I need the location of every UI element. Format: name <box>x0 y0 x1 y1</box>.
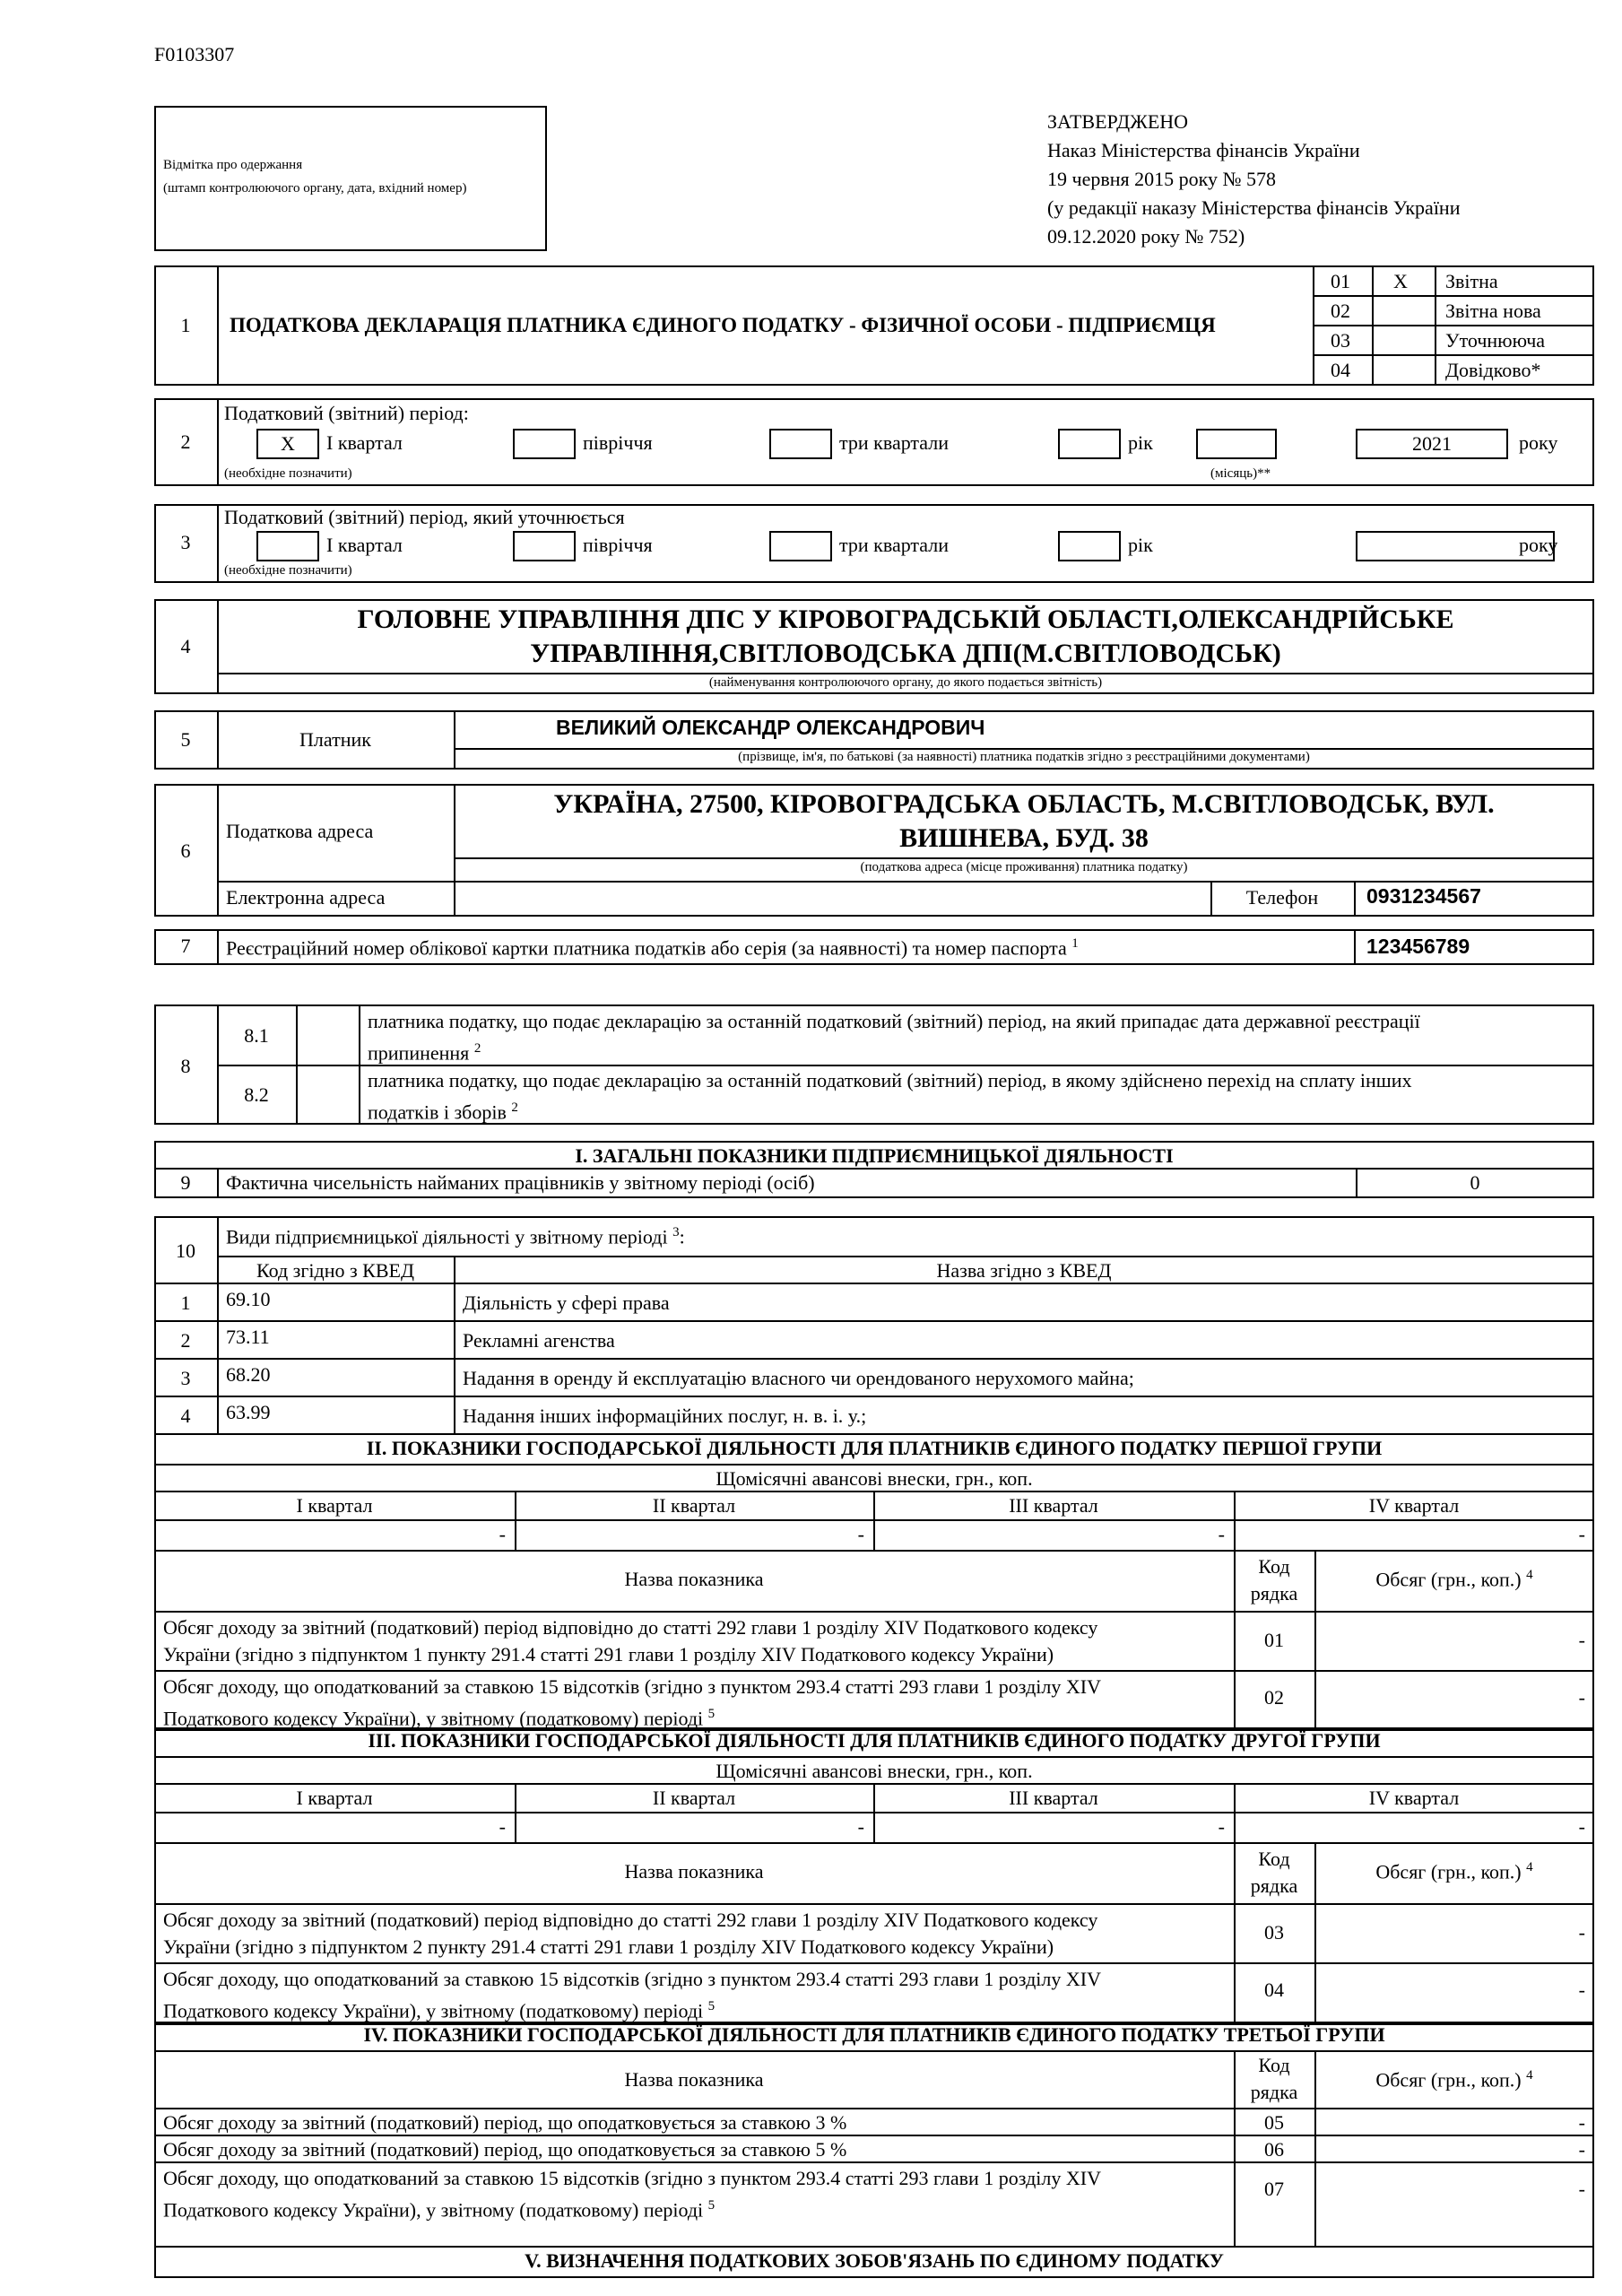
employees-label: Фактична чисельність найманих працівників у звітному періоді (осіб) <box>226 1171 815 1194</box>
kved-code[interactable]: 73.11 <box>226 1326 270 1348</box>
row-number: 1 <box>180 1292 191 1314</box>
section-10 <box>154 1216 1594 1435</box>
section-number: 5 <box>180 728 191 751</box>
advance-caption: Щомісячні авансові внески, грн., коп. <box>716 1760 1033 1782</box>
period-note: (необхідне позначити) <box>224 563 352 578</box>
row-8-2-text <box>368 1067 1412 1126</box>
tax-authority-line: УПРАВЛІННЯ,СВІТЛОВОДСЬКА ДПІ(М.СВІТЛОВОДСЬК) <box>530 639 1281 668</box>
year-label: рік <box>1128 431 1153 454</box>
section-number: 6 <box>180 839 191 862</box>
indicator-text-line: Податкового кодексу України), у звітному (податковому) періоді <box>163 1707 704 1730</box>
type-code: 01 <box>1331 270 1350 292</box>
year-word: року <box>1519 431 1558 454</box>
email-label: Електронна адреса <box>226 886 386 909</box>
section-title: І. ЗАГАЛЬНІ ПОКАЗНИКИ ПІДПРИЄМНИЦЬКОЇ ДІЯЛЬНОСТІ <box>575 1144 1174 1167</box>
volume-header-text: Обсяг (грн., коп.) <box>1375 1568 1522 1591</box>
footnote-ref: 2 <box>473 1041 481 1056</box>
row-code: 8.1 <box>244 1024 269 1047</box>
footnote-ref: 4 <box>1526 1568 1533 1582</box>
tax-address-value[interactable] <box>454 787 1594 856</box>
indicator-text-line: Обсяг доходу за звітний (податковий) період відповідно до статті 292 глави 1 розділу XIV Податкового кодексу <box>163 1616 1098 1639</box>
tax-address-caption: (податкова адреса (місце проживання) платника податку) <box>860 860 1188 874</box>
row-text-line: припинення <box>368 1041 470 1065</box>
corrected-period-title: Податковий (звітний) період, який уточнюється <box>224 506 625 528</box>
section-number: 7 <box>180 935 191 957</box>
indicator-text-line: Обсяг доходу, що оподаткований за ставкою 15 відсотків (згідно з пунктом 293.4 статті 293 глави 1 розділу XIV <box>163 1968 1101 1990</box>
row-code: 03 <box>1264 1921 1284 1944</box>
type-code: 04 <box>1331 359 1350 381</box>
approval-line: (у редакції наказу Міністерства фінансів України <box>1047 196 1461 219</box>
q1-checkbox[interactable] <box>256 531 319 561</box>
volume-header <box>1314 1860 1594 1883</box>
advance-caption: Щомісячні авансові внески, грн., коп. <box>716 1467 1033 1490</box>
row-8-2-checkbox[interactable] <box>298 1067 357 1121</box>
volume-header <box>1314 2068 1594 2092</box>
registration-number[interactable]: 123456789 <box>1366 935 1470 958</box>
section-number: 8 <box>180 1055 191 1077</box>
approval-line: 19 червня 2015 року № 578 <box>1047 168 1276 190</box>
indicator-name-header: Назва показника <box>624 1860 764 1883</box>
tax-address-label: Податкова адреса <box>226 820 374 842</box>
indicator-row-01 <box>163 1614 1097 1668</box>
stamp-label: Відмітка про одержання <box>163 158 303 172</box>
quarter-value[interactable]: - <box>857 1815 864 1838</box>
year-checkbox[interactable] <box>1058 531 1121 561</box>
registration-label <box>226 936 1079 960</box>
q1-label: І квартал <box>326 431 403 454</box>
email-field[interactable] <box>454 883 1210 915</box>
kved-name[interactable]: Надання в оренду й експлуатацію власного чи орендованого нерухомого майна; <box>463 1367 1134 1389</box>
footnote-ref: 2 <box>511 1100 518 1115</box>
kved-code[interactable]: 69.10 <box>226 1288 271 1310</box>
month-field[interactable] <box>1196 429 1277 459</box>
declaration-type-row[interactable] <box>1313 356 1594 386</box>
row-code: 05 <box>1264 2111 1284 2134</box>
phone-value[interactable]: 0931234567 <box>1366 884 1481 908</box>
row-number: 4 <box>180 1405 191 1427</box>
row-code: 8.2 <box>244 1083 269 1106</box>
declaration-type-row[interactable] <box>1313 267 1594 297</box>
quarter-value[interactable]: - <box>1578 1815 1585 1838</box>
row-number: 9 <box>180 1171 191 1194</box>
quarter-value[interactable]: - <box>1218 1815 1225 1838</box>
indicator-row-07 <box>163 2165 1101 2223</box>
q1-checkbox[interactable]: X <box>256 429 319 459</box>
type-code: 03 <box>1331 329 1350 352</box>
section-title: ІІІ. ПОКАЗНИКИ ГОСПОДАРСЬКОЇ ДІЯЛЬНОСТІ ДЛЯ ПЛАТНИКІВ ЄДИНОГО ПОДАТКУ ДРУГОЇ ГРУПИ <box>368 1729 1381 1752</box>
row-text-line: податків і зборів <box>368 1100 507 1124</box>
row-8-1-text <box>368 1008 1420 1066</box>
quarter-header: І квартал <box>296 1787 373 1809</box>
form-code: F0103307 <box>154 43 235 65</box>
volume-header-text: Обсяг (грн., коп.) <box>1375 1860 1522 1883</box>
colon: : <box>679 1225 685 1248</box>
kved-name[interactable]: Надання інших інформаційних послуг, н. в. і. у.; <box>463 1405 867 1427</box>
footnote-ref: 5 <box>707 2198 716 2213</box>
payer-label: Платник <box>299 728 371 751</box>
tax-address-line: ВИШНЕВА, БУД. 38 <box>899 823 1149 853</box>
footnote-ref: 5 <box>707 1999 716 2013</box>
tax-authority-line: ГОЛОВНЕ УПРАВЛІННЯ ДПС У КІРОВОГРАДСЬКІЙ ОБЛАСТІ,ОЛЕКСАНДРІЙСЬКЕ <box>357 604 1454 634</box>
three-quarters-label: три квартали <box>839 534 950 556</box>
indicator-row-03 <box>163 1907 1097 1961</box>
indicator-text-line: Податкового кодексу України), у звітному (податковому) періоді <box>163 1999 704 2022</box>
phone-label: Телефон <box>1245 886 1319 909</box>
section-number: 4 <box>180 635 191 657</box>
row-code: 07 <box>1264 2178 1284 2200</box>
three-quarters-checkbox[interactable] <box>769 531 832 561</box>
type-label: Уточнююча <box>1445 329 1546 352</box>
quarter-header: IV квартал <box>1368 1494 1460 1517</box>
year-value-field[interactable]: 2021 <box>1356 429 1508 459</box>
quarter-header: ІІІ квартал <box>1009 1494 1098 1517</box>
indicator-value[interactable]: - <box>1578 1686 1585 1709</box>
indicator-name-header: Назва показника <box>624 2068 764 2091</box>
quarter-value[interactable]: - <box>1578 1523 1585 1545</box>
quarter-header: IV квартал <box>1368 1787 1460 1809</box>
indicator-text-line: України (згідно з підпунктом 2 пункту 291.4 статті 291 глави 1 розділу XIV Податкового кодексу України) <box>163 1935 1054 1958</box>
row-code: 02 <box>1264 1686 1284 1709</box>
period-note: (необхідне позначити) <box>224 466 352 481</box>
approval-block <box>1047 108 1460 251</box>
section-number: 3 <box>180 531 191 553</box>
row-code-header-line: рядка <box>1250 2081 1298 2103</box>
payer-name[interactable]: ВЕЛИКИЙ ОЛЕКСАНДР ОЛЕКСАНДРОВИЧ <box>556 716 985 739</box>
indicator-row-04 <box>163 1966 1101 2024</box>
activities-title-text: Види підприємницької діяльності у звітному періоді <box>226 1225 668 1248</box>
row-code-header-line: Код <box>1258 2054 1290 2076</box>
indicator-text-line: України (згідно з підпунктом 1 пункту 291.4 статті 291 глави 1 розділу XIV Податкового кодексу України) <box>163 1643 1054 1665</box>
q1-label: І квартал <box>326 534 403 556</box>
row-code-header <box>1234 1553 1314 1607</box>
activities-title <box>226 1225 685 1248</box>
half-year-label: півріччя <box>583 534 653 556</box>
row-text-line: платника податку, що подає декларацію за останній податковий (звітний) період, в якому здійснено перехід на сплату інших <box>368 1069 1412 1091</box>
section-number: 1 <box>180 314 191 336</box>
row-code-header-line: рядка <box>1250 1582 1298 1605</box>
row-code: 04 <box>1264 1979 1284 2001</box>
kved-code[interactable]: 68.20 <box>226 1363 271 1386</box>
indicator-text-line: Обсяг доходу за звітний (податковий) період відповідно до статті 292 глави 1 розділу XIV Податкового кодексу <box>163 1909 1098 1931</box>
kved-name-header: Назва згідно з КВЕД <box>936 1259 1112 1282</box>
type-label: Довідково* <box>1445 359 1541 381</box>
footnote-ref: 1 <box>1071 936 1079 951</box>
section-title: IV. ПОКАЗНИКИ ГОСПОДАРСЬКОЇ ДІЯЛЬНОСТІ ДЛЯ ПЛАТНИКІВ ЄДИНОГО ПОДАТКУ ТРЕТЬОЇ ГРУПИ <box>363 2023 1385 2046</box>
declaration-type-list <box>1313 267 1594 386</box>
indicator-value[interactable]: - <box>1578 2178 1585 2200</box>
type-label: Звітна нова <box>1445 300 1541 322</box>
employees-value[interactable]: 0 <box>1470 1171 1480 1194</box>
row-number: 3 <box>180 1367 191 1389</box>
stamp-caption: (штамп контролюючого органу, дата, вхідний номер) <box>163 181 467 196</box>
indicator-value[interactable]: - <box>1578 2111 1585 2134</box>
row-code-header <box>1234 1846 1314 1900</box>
tax-authority-caption: (найменування контролюючого органу, до якого подається звітність) <box>708 675 1103 690</box>
declaration-type-row[interactable] <box>1313 326 1594 356</box>
row-number: 2 <box>180 1329 191 1352</box>
approval-line: Наказ Міністерства фінансів України <box>1047 139 1360 161</box>
half-year-label: півріччя <box>583 431 653 454</box>
quarter-header: ІІ квартал <box>652 1494 736 1517</box>
volume-header-text: Обсяг (грн., коп.) <box>1375 2068 1522 2092</box>
declaration-title: ПОДАТКОВА ДЕКЛАРАЦІЯ ПЛАТНИКА ЄДИНОГО ПОДАТКУ - ФІЗИЧНОЇ ОСОБИ - ПІДПРИЄМЦЯ <box>230 314 1216 336</box>
year-word: року <box>1519 534 1558 556</box>
quarter-header: ІІІ квартал <box>1009 1787 1098 1809</box>
half-year-checkbox[interactable] <box>513 429 576 459</box>
indicator-row-02 <box>163 1674 1101 1732</box>
volume-header <box>1314 1568 1594 1591</box>
year-checkbox[interactable] <box>1058 429 1121 459</box>
row-code-header-line: рядка <box>1250 1874 1298 1897</box>
quarter-header: І квартал <box>296 1494 373 1517</box>
row-8-1-checkbox[interactable] <box>298 1008 357 1062</box>
indicator-value[interactable]: - <box>1578 2138 1585 2161</box>
indicator-row-05: Обсяг доходу за звітний (податковий) період, що оподатковується за ставкою 3 % <box>163 2111 847 2134</box>
indicator-value[interactable]: - <box>1578 1921 1585 1944</box>
tax-address-line: УКРАЇНА, 27500, КІРОВОГРАДСЬКА ОБЛАСТЬ, М.СВІТЛОВОДСЬК, ВУЛ. <box>553 789 1495 819</box>
row-code-header <box>1234 2052 1314 2106</box>
kved-code[interactable]: 63.99 <box>226 1401 271 1423</box>
quarter-value[interactable]: - <box>499 1523 506 1545</box>
section-number: 10 <box>176 1239 195 1262</box>
type-checkbox[interactable]: X <box>1393 270 1408 292</box>
kved-code-header: Код згідно з КВЕД <box>256 1259 414 1282</box>
section-number: 2 <box>180 430 191 453</box>
footnote-ref: 3 <box>672 1225 680 1239</box>
receipt-stamp-box <box>154 106 547 251</box>
indicator-value[interactable]: - <box>1578 1979 1585 2001</box>
half-year-checkbox[interactable] <box>513 531 576 561</box>
indicator-name-header: Назва показника <box>624 1568 764 1590</box>
indicator-value[interactable]: - <box>1578 1629 1585 1651</box>
row-code-header-line: Код <box>1258 1555 1290 1578</box>
quarter-value[interactable]: - <box>857 1523 864 1545</box>
footnote-ref: 4 <box>1526 1860 1533 1874</box>
type-label: Звітна <box>1445 270 1498 292</box>
month-note: (місяць)** <box>1210 466 1271 481</box>
row-code: 01 <box>1264 1629 1284 1651</box>
approval-line: ЗАТВЕРДЖЕНО <box>1047 110 1189 133</box>
footnote-ref: 4 <box>1526 2068 1533 2083</box>
quarter-value[interactable]: - <box>499 1815 506 1838</box>
period-title: Податковий (звітний) період: <box>224 402 469 424</box>
row-text-line: платника податку, що подає декларацію за останній податковий (звітний) період, на який припадає дата державної реєстрації <box>368 1010 1420 1032</box>
kved-name[interactable]: Рекламні агенства <box>463 1329 615 1352</box>
indicator-row-06: Обсяг доходу за звітний (податковий) період, що оподатковується за ставкою 5 % <box>163 2138 847 2161</box>
kved-name[interactable]: Діяльність у сфері права <box>463 1292 670 1314</box>
indicator-text-line: Податкового кодексу України), у звітному (податковому) періоді <box>163 2198 704 2222</box>
row-code: 06 <box>1264 2138 1284 2161</box>
indicator-text-line: Обсяг доходу, що оподаткований за ставкою 15 відсотків (згідно з пунктом 293.4 статті 293 глави 1 розділу XIV <box>163 2167 1101 2189</box>
indicator-text-line: Обсяг доходу, що оподаткований за ставкою 15 відсотків (згідно з пунктом 293.4 статті 293 глави 1 розділу XIV <box>163 1675 1101 1698</box>
footnote-ref: 5 <box>707 1707 716 1721</box>
payer-caption: (прізвище, ім'я, по батькові (за наявності) платника податків згідно з реєстраційними документами) <box>738 750 1310 764</box>
tax-authority-name <box>217 603 1594 671</box>
section-title: ІІ. ПОКАЗНИКИ ГОСПОДАРСЬКОЇ ДІЯЛЬНОСТІ ДЛЯ ПЛАТНИКІВ ЄДИНОГО ПОДАТКУ ПЕРШОЇ ГРУПИ <box>366 1437 1383 1459</box>
quarter-header: ІІ квартал <box>652 1787 736 1809</box>
registration-label-text: Реєстраційний номер облікової картки платника податків або серія (за наявності) та номер паспорта <box>226 936 1067 960</box>
year-label: рік <box>1128 534 1153 556</box>
row-code-header-line: Код <box>1258 1848 1290 1870</box>
approval-line: 09.12.2020 року № 752) <box>1047 225 1245 248</box>
declaration-type-row[interactable] <box>1313 297 1594 326</box>
quarter-value[interactable]: - <box>1218 1523 1225 1545</box>
section-title: V. ВИЗНАЧЕННЯ ПОДАТКОВИХ ЗОБОВ'ЯЗАНЬ ПО ЄДИНОМУ ПОДАТКУ <box>525 2249 1224 2272</box>
three-quarters-checkbox[interactable] <box>769 429 832 459</box>
three-quarters-label: три квартали <box>839 431 950 454</box>
type-code: 02 <box>1331 300 1350 322</box>
